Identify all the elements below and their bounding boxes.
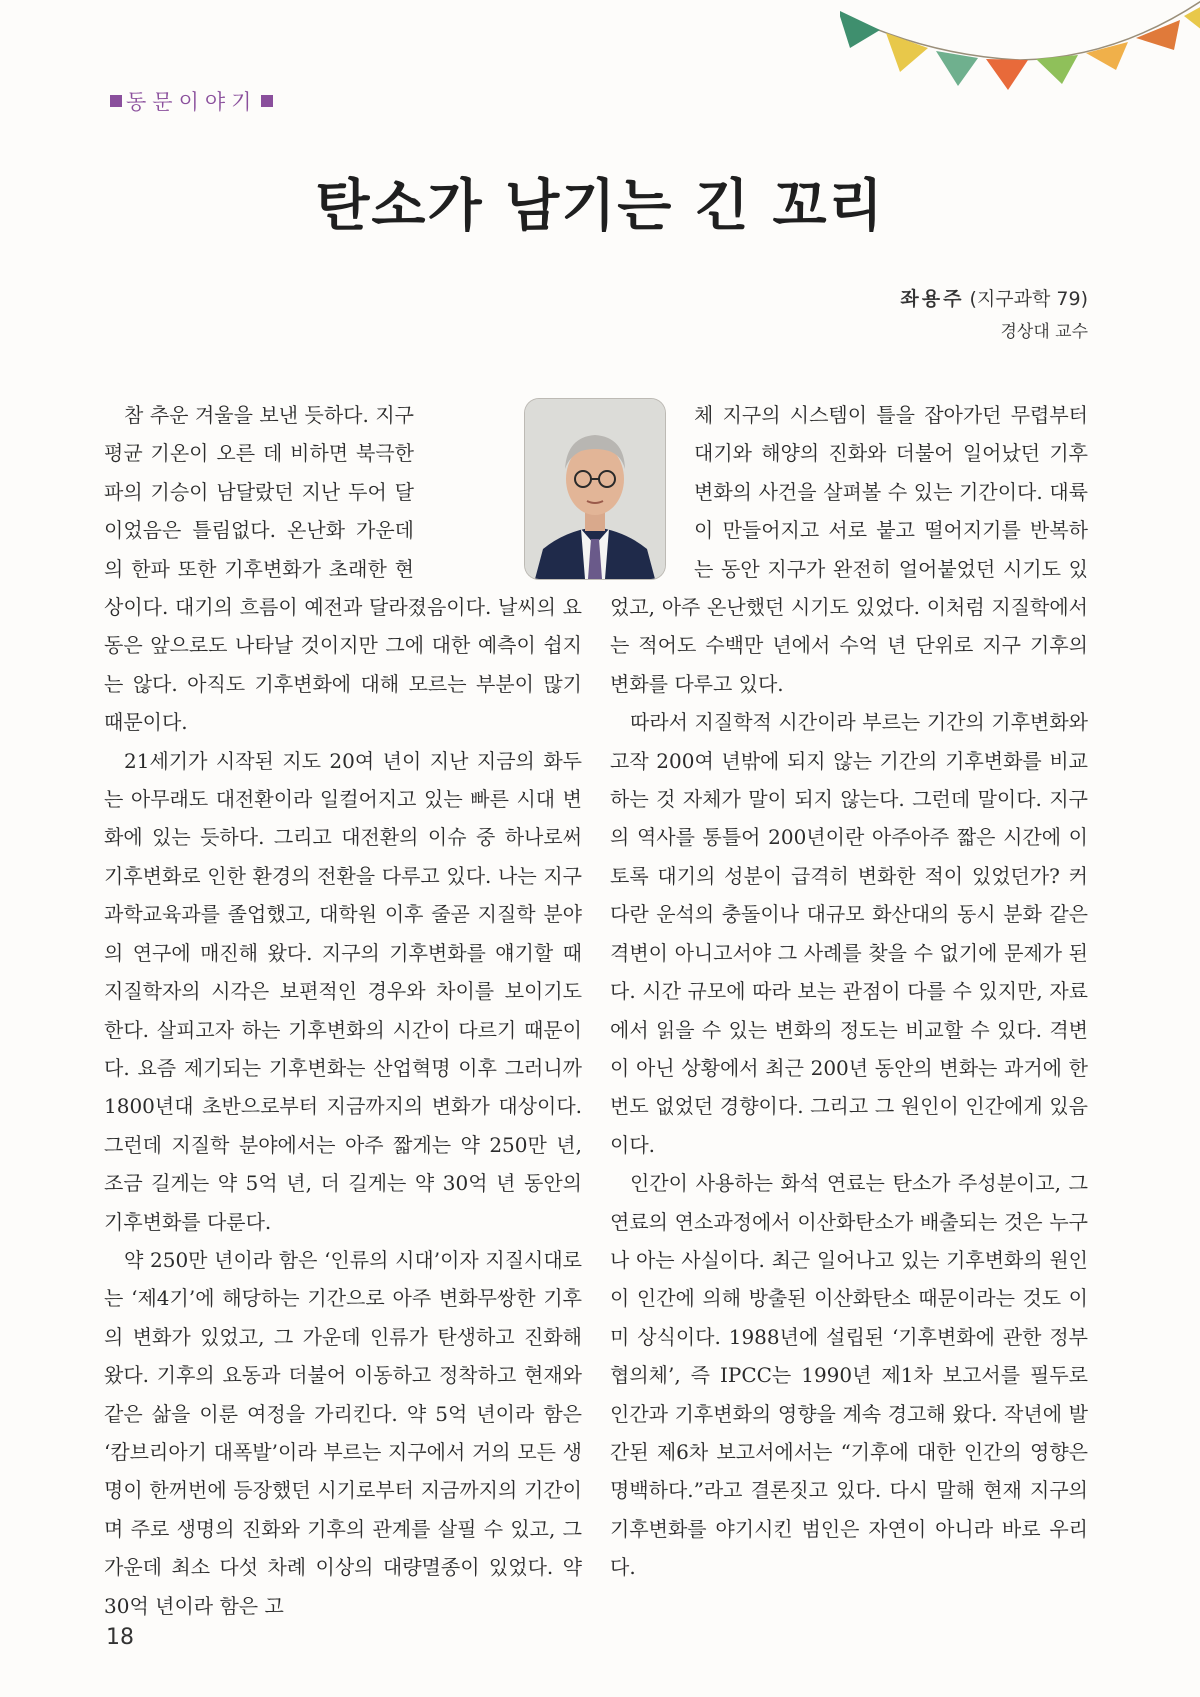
section-label: 동문이야기: [126, 90, 258, 114]
square-bullet-icon: [261, 95, 273, 107]
paragraph: 약 250만 년이라 함은 ‘인류의 시대’이자 지질시대로는 ‘제4기’에 해당하는 기간으로 아주 변화무쌍한 기후의 변화가 있었고, 그 가운데 인류가 탄생하고 진화해 왔다. 기후의 요동과 더불어 이동하고 정착하고 현재와 같은 삶을 이룬 여정을 가리킨다. 약 5억 년이라 함은 ‘캄브리아기 대폭발’이라 부르는 지구에서 거의 모든 생명이 한꺼번에 등장했던 시기로부터 지금까지의 기간이며 주로 생명의 진화와 기후의 관계를 살필 수 있고, 그 가운데 최소 다섯 차례 이상의 대량멸종이 있었다. 약 30억 년이라 함은 고: [104, 1247, 582, 1618]
paragraph: 체 지구의 시스템이 틀을 잡아가던 무렵부터 대기와 해양의 진화와 더불어 일어났던 기후변화의 사건을 살펴볼 수 있는 기간이다. 대륙이 만들어지고 서로 붙고 떨어지기를 반복하는 동안 지구가 완전히 얼어붙었던 시기도 있었고, 아주 온난했던 시기도 있었다. 이처럼 지질학에서는 적어도 수백만 년에서 수억 년 단위로 지구 기후의 변화를 다루고 있다.: [610, 403, 1088, 696]
flag-3: [936, 51, 978, 86]
byline: [900, 284, 1088, 342]
flag-7: [1136, 20, 1180, 50]
flag-1: [840, 10, 880, 48]
right-column: [610, 396, 1088, 1587]
left-column: [104, 396, 582, 1625]
paragraph: 참 추운 겨울을 보낸 듯하다. 지구 평균 기온이 오른 데 비하면 북극한파의 기승이 남달랐던 지난 두어 달이었음은 틀림없다. 온난화 가운데의 한파 또한 기후변화가 초래한 현상이다. 대기의 흐름이 예전과 달라졌음이다. 날씨의 요동은 앞으로도 나타날 것이지만 그에 대한 예측이 쉽지는 않다. 아직도 기후변화에 대해 모르는 부분이 많기 때문이다.: [104, 403, 582, 735]
section-tag: [106, 86, 277, 116]
flag-4: [986, 59, 1028, 90]
square-bullet-icon: [110, 95, 122, 107]
author-affiliation: (지구과학 79): [969, 288, 1088, 310]
photo-wrap-spacer: [610, 396, 694, 582]
paragraph: 21세기가 시작된 지도 20여 년이 지난 지금의 화두는 아무래도 대전환이라 일컬어지고 있는 빠른 시대 변화에 있는 듯하다. 그리고 대전환의 이슈 중 하나로써 기후변화로 인한 환경의 전환을 다루고 있다. 나는 지구과학교육과를 졸업했고, 대학원 이후 줄곧 지질학 분야의 연구에 매진해 왔다. 지구의 기후변화를 얘기할 때 지질학자의 시각은 보편적인 경우와 차이를 보이기도 한다. 살피고자 하는 기후변화의 시간이 다르기 때문이다. 요즘 제기되는 기후변화는 산업혁명 이후 그러니까 1800년대 초반으로부터 지금까지의 변화가 대상이다. 그런데 지질학 분야에서는 아주 짧게는 약 250만 년, 조금 길게는 약 5억 년, 더 길게는 약 30억 년 동안의 기후변화를 다룬다.: [104, 748, 582, 1234]
paragraph: 인간이 사용하는 화석 연료는 탄소가 주성분이고, 그 연료의 연소과정에서 이산화탄소가 배출되는 것은 누구나 아는 사실이다. 최근 일어나고 있는 기후변화의 원인이 인간에 의해 방출된 이산화탄소 때문이라는 것도 이미 상식이다. 1988년에 설립된 ‘기후변화에 관한 정부 협의체’, 즉 IPCC는 1990년 제1차 보고서를 필두로 인간과 기후변화의 영향을 계속 경고해 왔다. 작년에 발간된 제6차 보고서에서는 “기후에 대한 인간의 영향은 명백하다.”라고 결론짓고 있다. 다시 말해 현재 지구의 기후변화를 야기시킨 범인은 자연이 아니라 바로 우리다.: [610, 1171, 1088, 1580]
article-title: 탄소가 남기는 긴 꼬리: [315, 174, 885, 239]
page-number: 18: [106, 1625, 134, 1650]
author-name: 좌용주: [900, 288, 965, 310]
paragraph: 따라서 지질학적 시간이라 부르는 기간의 기후변화와 고작 200여 년밖에 되지 않는 기간의 기후변화를 비교하는 것 자체가 말이 되지 않는다. 그런데 말이다. 지구의 역사를 통틀어 200년이란 아주아주 짧은 시간에 이토록 대기의 성분이 급격히 변화한 적이 있었던가? 커다란 운석의 충돌이나 대규모 화산대의 동시 분화 같은 격변이 아니고서야 그 사례를 찾을 수 없기에 문제가 된다. 시간 규모에 따라 보는 관점이 다를 수 있지만, 자료에서 읽을 수 있는 변화의 정도는 비교할 수 있다. 격변이 아닌 상황에서 최근 200년 동안의 변화는 과거에 한 번도 없었던 경향이다. 그리고 그 원인이 인간에게 있음이다.: [610, 710, 1088, 1157]
flag-2: [886, 33, 928, 72]
flag-5: [1036, 55, 1078, 84]
bunting-decoration: [840, 0, 1200, 100]
author-role: 경상대 교수: [1000, 322, 1088, 342]
photo-wrap-spacer: [414, 396, 582, 582]
